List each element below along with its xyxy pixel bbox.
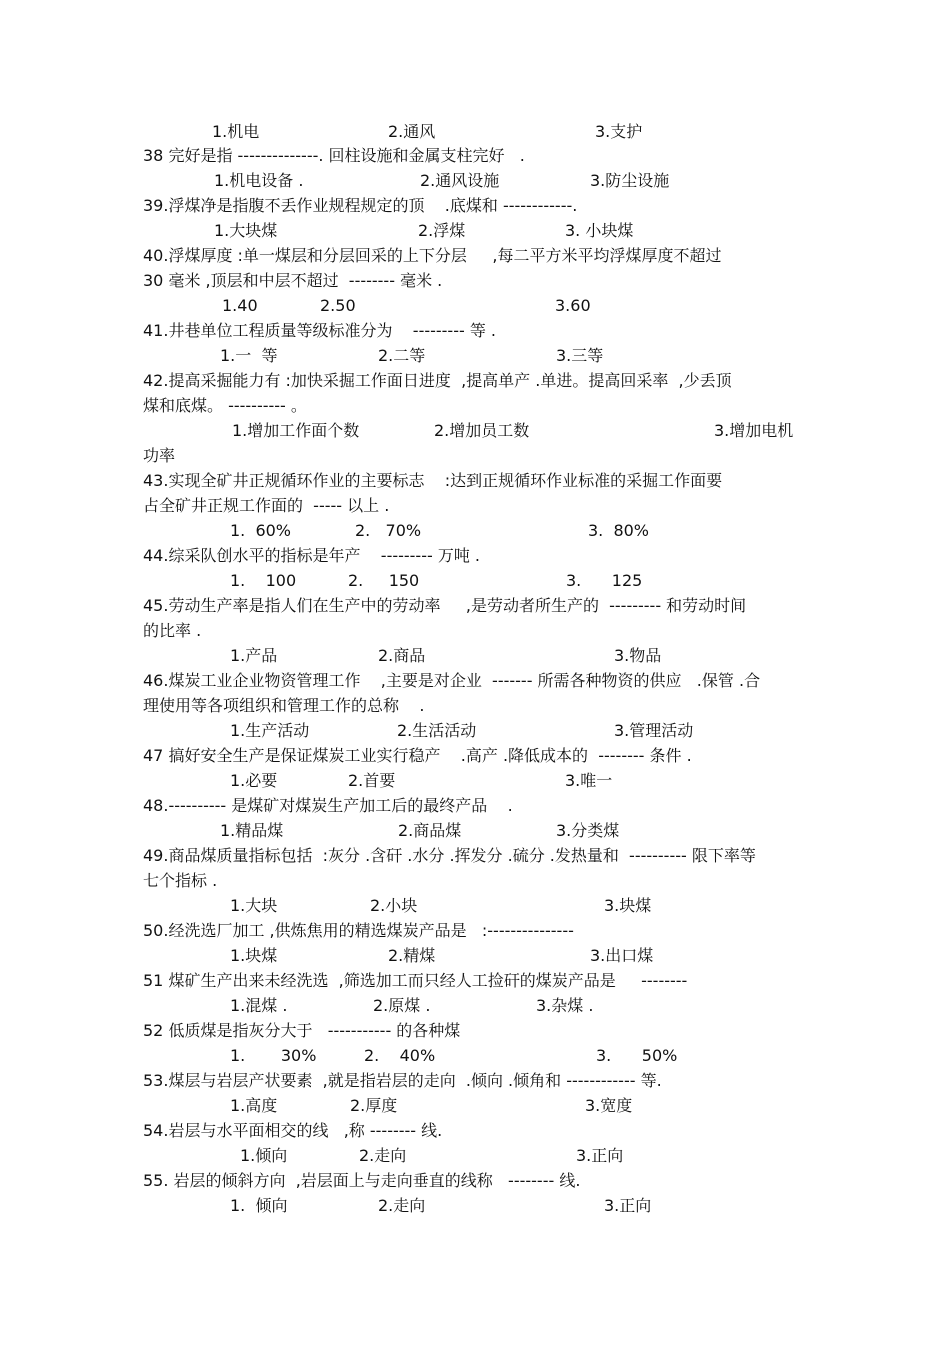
answer-options-row — [0, 221, 950, 243]
question-text-line: 51 煤矿生产出来未经洗选 ,筛选加工而只经人工捡矸的煤炭产品是 -------- — [143, 971, 688, 990]
answer-option: 3. 小块煤 — [565, 221, 634, 240]
answer-options-row — [0, 946, 950, 968]
answer-option: 1.机电设备 . — [214, 171, 304, 190]
answer-options-row — [0, 1146, 950, 1168]
answer-option: 2. 150 — [348, 571, 420, 590]
answer-option: 2. 70% — [355, 521, 422, 540]
answer-option: 3.宽度 — [585, 1096, 633, 1115]
answer-option: 3. 50% — [596, 1046, 678, 1065]
answer-option: 2.走向 — [359, 1146, 407, 1165]
question-text-line: 44.综采队创水平的指标是年产 --------- 万吨 . — [143, 546, 481, 565]
question-text-line: 46.煤炭工业企业物资管理工作 ,主要是对企业 ------- 所需各种物资的供应 .保管 .合 — [143, 671, 761, 690]
answer-options-row — [0, 821, 950, 843]
question-text-line: 功率 — [143, 446, 176, 465]
question-text-line: 45.劳动生产率是指人们在生产中的劳动率 ,是劳动者所生产的 --------- 和劳动时间 — [143, 596, 747, 615]
answer-option: 2.精煤 — [388, 946, 436, 965]
answer-options-row — [0, 646, 950, 668]
answer-option: 2.生活活动 — [397, 721, 477, 740]
answer-options-row — [0, 171, 950, 193]
answer-option: 2.通风 — [388, 122, 436, 141]
answer-options-row — [0, 122, 950, 144]
answer-option: 2.原煤 . — [373, 996, 431, 1015]
question-text-line: 53.煤层与岩层产状要素 ,就是指岩层的走向 .倾向 .倾角和 ------------ 等. — [143, 1071, 662, 1090]
answer-option: 1.混煤 . — [230, 996, 288, 1015]
answer-options-row — [0, 296, 950, 318]
answer-option: 1. 60% — [230, 521, 291, 540]
answer-option: 3.分类煤 — [556, 821, 620, 840]
answer-option: 3.支护 — [595, 122, 643, 141]
question-text-line: 55. 岩层的倾斜方向 ,岩层面上与走向垂直的线称 -------- 线. — [143, 1171, 581, 1190]
answer-options-row — [0, 1096, 950, 1118]
question-text-line: 40.浮煤厚度 :单一煤层和分层回采的上下分层 ,每二平方米平均浮煤厚度不超过 — [143, 246, 722, 265]
question-text-line: 43.实现全矿井正规循环作业的主要标志 :达到正规循环作业标准的采掘工作面要 — [143, 471, 723, 490]
question-text-line: 的比率 . — [143, 621, 202, 640]
answer-option: 2.50 — [320, 296, 356, 315]
answer-option: 1.机电 — [212, 122, 260, 141]
answer-option: 1.高度 — [230, 1096, 278, 1115]
answer-option: 1.一 等 — [220, 346, 278, 365]
question-text-line: 49.商品煤质量指标包括 :灰分 .含矸 .水分 .挥发分 .硫分 .发热量和 ---------- 限下率等 — [143, 846, 756, 865]
question-text-line: 41.井巷单位工程质量等级标准分为 --------- 等 . — [143, 321, 497, 340]
answer-options-row — [0, 346, 950, 368]
answer-option: 1.生产活动 — [230, 721, 310, 740]
answer-option: 1. 30% — [230, 1046, 317, 1065]
answer-option: 3.防尘设施 — [590, 171, 670, 190]
answer-option: 1.增加工作面个数 — [232, 421, 360, 440]
answer-option: 3.管理活动 — [614, 721, 694, 740]
answer-option: 1.40 — [222, 296, 258, 315]
answer-options-row — [0, 421, 950, 443]
answer-option: 2.商品 — [378, 646, 426, 665]
answer-options-row — [0, 771, 950, 793]
answer-option: 1. 倾向 — [230, 1196, 288, 1215]
question-text-line: 47 搞好安全生产是保证煤炭工业实行稳产 .高产 .降低成本的 -------- 条件 . — [143, 746, 692, 765]
answer-option: 3.出口煤 — [590, 946, 654, 965]
answer-option: 2.通风设施 — [420, 171, 500, 190]
answer-option: 3.60 — [555, 296, 591, 315]
answer-option: 2. 40% — [364, 1046, 436, 1065]
answer-option: 3. 125 — [566, 571, 643, 590]
answer-options-row — [0, 1046, 950, 1068]
question-text-line: 30 毫米 ,顶层和中层不超过 -------- 毫米 . — [143, 271, 443, 290]
answer-options-row — [0, 896, 950, 918]
answer-option: 1.必要 — [230, 771, 278, 790]
question-text-line: 52 低质煤是指灰分大于 ----------- 的各种煤 — [143, 1021, 461, 1040]
answer-option: 3.杂煤 . — [536, 996, 594, 1015]
answer-option: 3.唯一 — [565, 771, 613, 790]
answer-option: 2.小块 — [370, 896, 418, 915]
answer-option: 1.大块 — [230, 896, 278, 915]
answer-option: 3.正向 — [604, 1196, 652, 1215]
answer-option: 1.大块煤 — [214, 221, 278, 240]
answer-option: 3.块煤 — [604, 896, 652, 915]
question-text-line: 42.提高采掘能力有 :加快采掘工作面日进度 ,提高单产 .单进。提高回采率 ,少丢顶 — [143, 371, 732, 390]
answer-option: 1. 100 — [230, 571, 297, 590]
answer-options-row — [0, 1196, 950, 1218]
answer-option: 2.首要 — [348, 771, 396, 790]
answer-option: 2.厚度 — [350, 1096, 398, 1115]
answer-option: 2.二等 — [378, 346, 426, 365]
answer-option: 3.增加电机 — [714, 421, 794, 440]
answer-option: 3.正向 — [576, 1146, 624, 1165]
answer-option: 1.块煤 — [230, 946, 278, 965]
answer-option: 3.三等 — [556, 346, 604, 365]
question-text-line: 50.经洗选厂加工 ,供炼焦用的精选煤炭产品是 :--------------- — [143, 921, 574, 940]
answer-options-row — [0, 996, 950, 1018]
answer-option: 3.物品 — [614, 646, 662, 665]
question-text-line: 39.浮煤净是指腹不丢作业规程规定的顶 .底煤和 ------------. — [143, 196, 578, 215]
answer-options-row — [0, 571, 950, 593]
answer-option: 1.倾向 — [240, 1146, 288, 1165]
answer-option: 3. 80% — [588, 521, 649, 540]
answer-option: 2.走向 — [378, 1196, 426, 1215]
answer-option: 1.精品煤 — [220, 821, 284, 840]
answer-options-row — [0, 721, 950, 743]
question-text-line: 七个指标 . — [143, 871, 218, 890]
answer-option: 2.增加员工数 — [434, 421, 530, 440]
answer-option: 2.商品煤 — [398, 821, 462, 840]
question-text-line: 占全矿井正规工作面的 ----- 以上 . — [143, 496, 390, 515]
answer-options-row — [0, 521, 950, 543]
question-text-line: 48.---------- 是煤矿对煤炭生产加工后的最终产品 . — [143, 796, 513, 815]
answer-option: 1.产品 — [230, 646, 278, 665]
question-text-line: 理使用等各项组织和管理工作的总称 . — [143, 696, 425, 715]
question-text-line: 54.岩层与水平面相交的线 ,称 -------- 线. — [143, 1121, 443, 1140]
question-text-line: 38 完好是指 --------------. 回柱设施和金属支柱完好 . — [143, 146, 525, 165]
answer-option: 2.浮煤 — [418, 221, 466, 240]
question-text-line: 煤和底煤。 ---------- 。 — [143, 396, 307, 415]
